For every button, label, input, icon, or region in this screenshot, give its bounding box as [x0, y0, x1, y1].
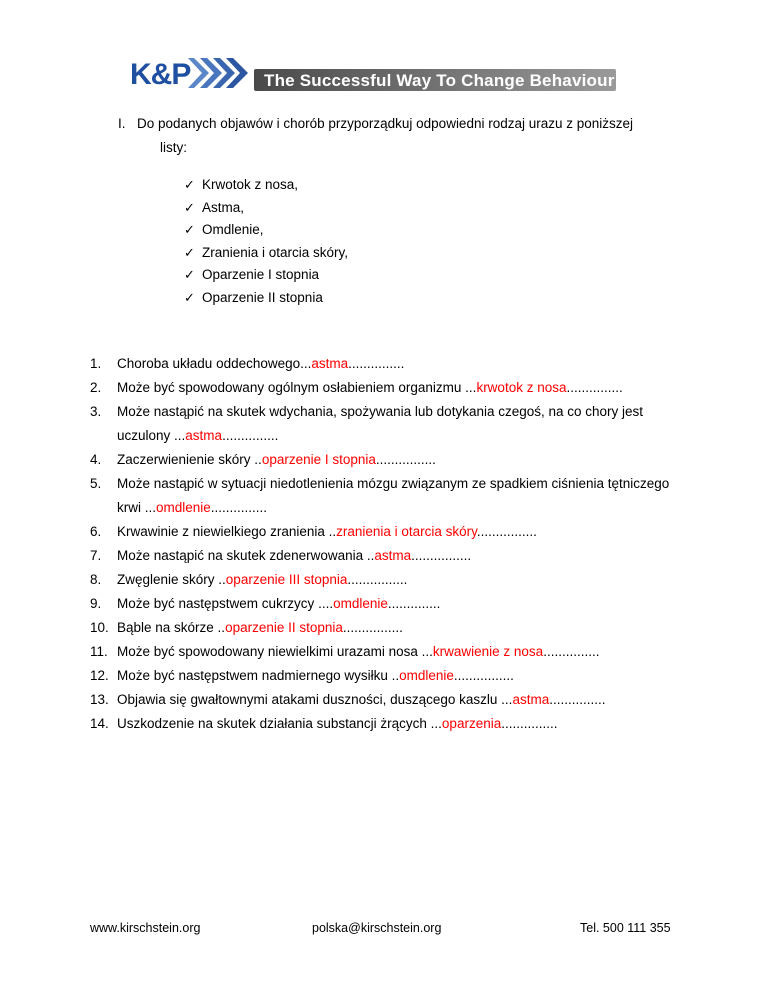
question-text: Zwęglenie skóry ..	[117, 572, 226, 587]
question-number: 13.	[90, 692, 109, 707]
question-item	[90, 400, 690, 448]
question-text: Objawia się gwałtownymi atakami duszności, duszącego kaszlu ...	[117, 692, 513, 707]
answer-dots: ................	[476, 524, 537, 539]
check-icon: ✓	[184, 177, 195, 192]
answer-text: zranienia i otarcia skóry	[336, 524, 477, 539]
answer-text: krwotok z nosa	[476, 380, 567, 395]
question-number: 7.	[90, 548, 102, 563]
logo-text: K&P	[130, 58, 191, 91]
question-item	[90, 592, 690, 616]
question-text: Może nastąpić w sytuacji niedotlenienia mózgu związanym ze spadkiem ciśnienia tętniczego krwi ...	[117, 476, 670, 515]
checklist	[184, 174, 348, 309]
question-item	[90, 568, 690, 592]
answer-dots: ..............	[387, 596, 441, 611]
checklist-item: ✓ Astma,	[184, 197, 348, 220]
question-item	[90, 448, 690, 472]
checklist-item: ✓ Oparzenie II stopnia	[184, 287, 348, 310]
instruction-line-1: Do podanych objawów i chorób przyporządkuj odpowiedni rodzaj urazu z poniższej	[137, 116, 634, 131]
check-icon: ✓	[184, 244, 195, 260]
question-text: Może nastąpić na skutek wdychania, spożywania lub dotykania czegoś, na co chory jest uczulony ...	[117, 404, 644, 443]
answer-dots: ...............	[348, 356, 405, 371]
answer-text: omdlenie	[399, 668, 454, 683]
question-item	[90, 352, 690, 376]
question-item	[90, 616, 690, 640]
answer-text: krwawienie z nosa	[432, 644, 544, 659]
answer-text: astma	[311, 356, 349, 371]
check-icon: ✓	[184, 199, 195, 215]
question-item	[90, 664, 690, 688]
question-item	[90, 640, 690, 664]
question-number: 10.	[90, 620, 109, 635]
question-text: Choroba układu oddechowego...	[117, 356, 312, 371]
answer-dots: ................	[342, 620, 403, 635]
tagline: The Successful Way To Change Behaviour	[264, 71, 615, 90]
section-number: I.	[118, 116, 126, 131]
answer-dots: ................	[375, 452, 436, 467]
question-text: Może być spowodowany niewielkimi urazami nosa ...	[117, 644, 433, 659]
question-number: 14.	[90, 716, 109, 731]
answer-text: oparzenia	[441, 716, 502, 731]
answer-dots: ...............	[543, 644, 600, 659]
question-item	[90, 712, 690, 736]
answer-dots: ...............	[210, 500, 268, 515]
question-text: Może być następstwem cukrzycy ....	[117, 596, 334, 611]
answer-text: oparzenie I stopnia	[261, 452, 376, 467]
check-icon: ✓	[184, 267, 195, 282]
checklist-item: ✓ Omdlenie,	[184, 219, 348, 242]
answer-dots: ...............	[566, 380, 623, 395]
header	[128, 52, 628, 102]
question-list	[90, 352, 690, 736]
question-text: Może być następstwem nadmiernego wysiłku ..	[117, 668, 400, 683]
question-text: Może nastąpić na skutek zdenerwowania ..	[117, 548, 375, 563]
question-item	[90, 520, 690, 544]
answer-text: oparzenie II stopnia	[225, 620, 343, 635]
answer-text: astma	[185, 428, 223, 443]
instruction-line-2: listy:	[160, 140, 187, 155]
checklist-item: ✓ Oparzenie I stopnia	[184, 264, 348, 287]
footer-email: polska@kirschstein.org	[312, 921, 442, 935]
answer-dots: ...............	[222, 428, 279, 443]
question-text: Krwawinie z niewielkiego zranienia ..	[117, 524, 337, 539]
answer-text: oparzenie III stopnia	[225, 572, 348, 587]
answer-dots: ................	[347, 572, 408, 587]
kp-logo	[128, 52, 258, 94]
check-icon: ✓	[184, 289, 195, 305]
question-number: 2.	[90, 380, 102, 395]
question-item	[90, 688, 690, 712]
question-text: Może być spowodowany ogólnym osłabieniem organizmu ...	[117, 380, 477, 395]
question-number: 9.	[90, 596, 102, 611]
question-number: 8.	[90, 572, 102, 587]
check-icon: ✓	[184, 222, 195, 237]
question-number: 6.	[90, 524, 102, 539]
answer-text: omdlenie	[333, 596, 388, 611]
answer-text: omdlenie	[156, 500, 211, 515]
question-number: 1.	[90, 356, 102, 371]
footer	[0, 921, 768, 941]
question-item	[90, 544, 690, 568]
checklist-item: ✓ Krwotok z nosa,	[184, 174, 348, 197]
question-item	[90, 472, 690, 520]
question-item	[90, 376, 690, 400]
answer-dots: ...............	[549, 692, 606, 707]
answer-dots: ................	[453, 668, 514, 683]
checklist-item: ✓ Zranienia i otarcia skóry,	[184, 242, 348, 265]
footer-website: www.kirschstein.org	[90, 921, 201, 935]
question-number: 11.	[90, 644, 108, 659]
question-number: 4.	[90, 452, 102, 467]
question-text: Uszkodzenie na skutek działania substancji żrących ...	[117, 716, 442, 731]
answer-text: astma	[512, 692, 550, 707]
footer-phone: Tel. 500 111 355	[580, 921, 671, 935]
answer-dots: ...............	[501, 716, 558, 731]
question-text: Bąble na skórze ..	[117, 620, 226, 635]
answer-dots: ................	[411, 548, 472, 563]
question-number: 12.	[90, 668, 109, 683]
question-number: 3.	[90, 404, 102, 419]
question-number: 5.	[90, 476, 102, 491]
question-text: Zaczerwienienie skóry ..	[117, 452, 262, 467]
answer-text: astma	[374, 548, 412, 563]
instruction-text	[137, 112, 677, 160]
